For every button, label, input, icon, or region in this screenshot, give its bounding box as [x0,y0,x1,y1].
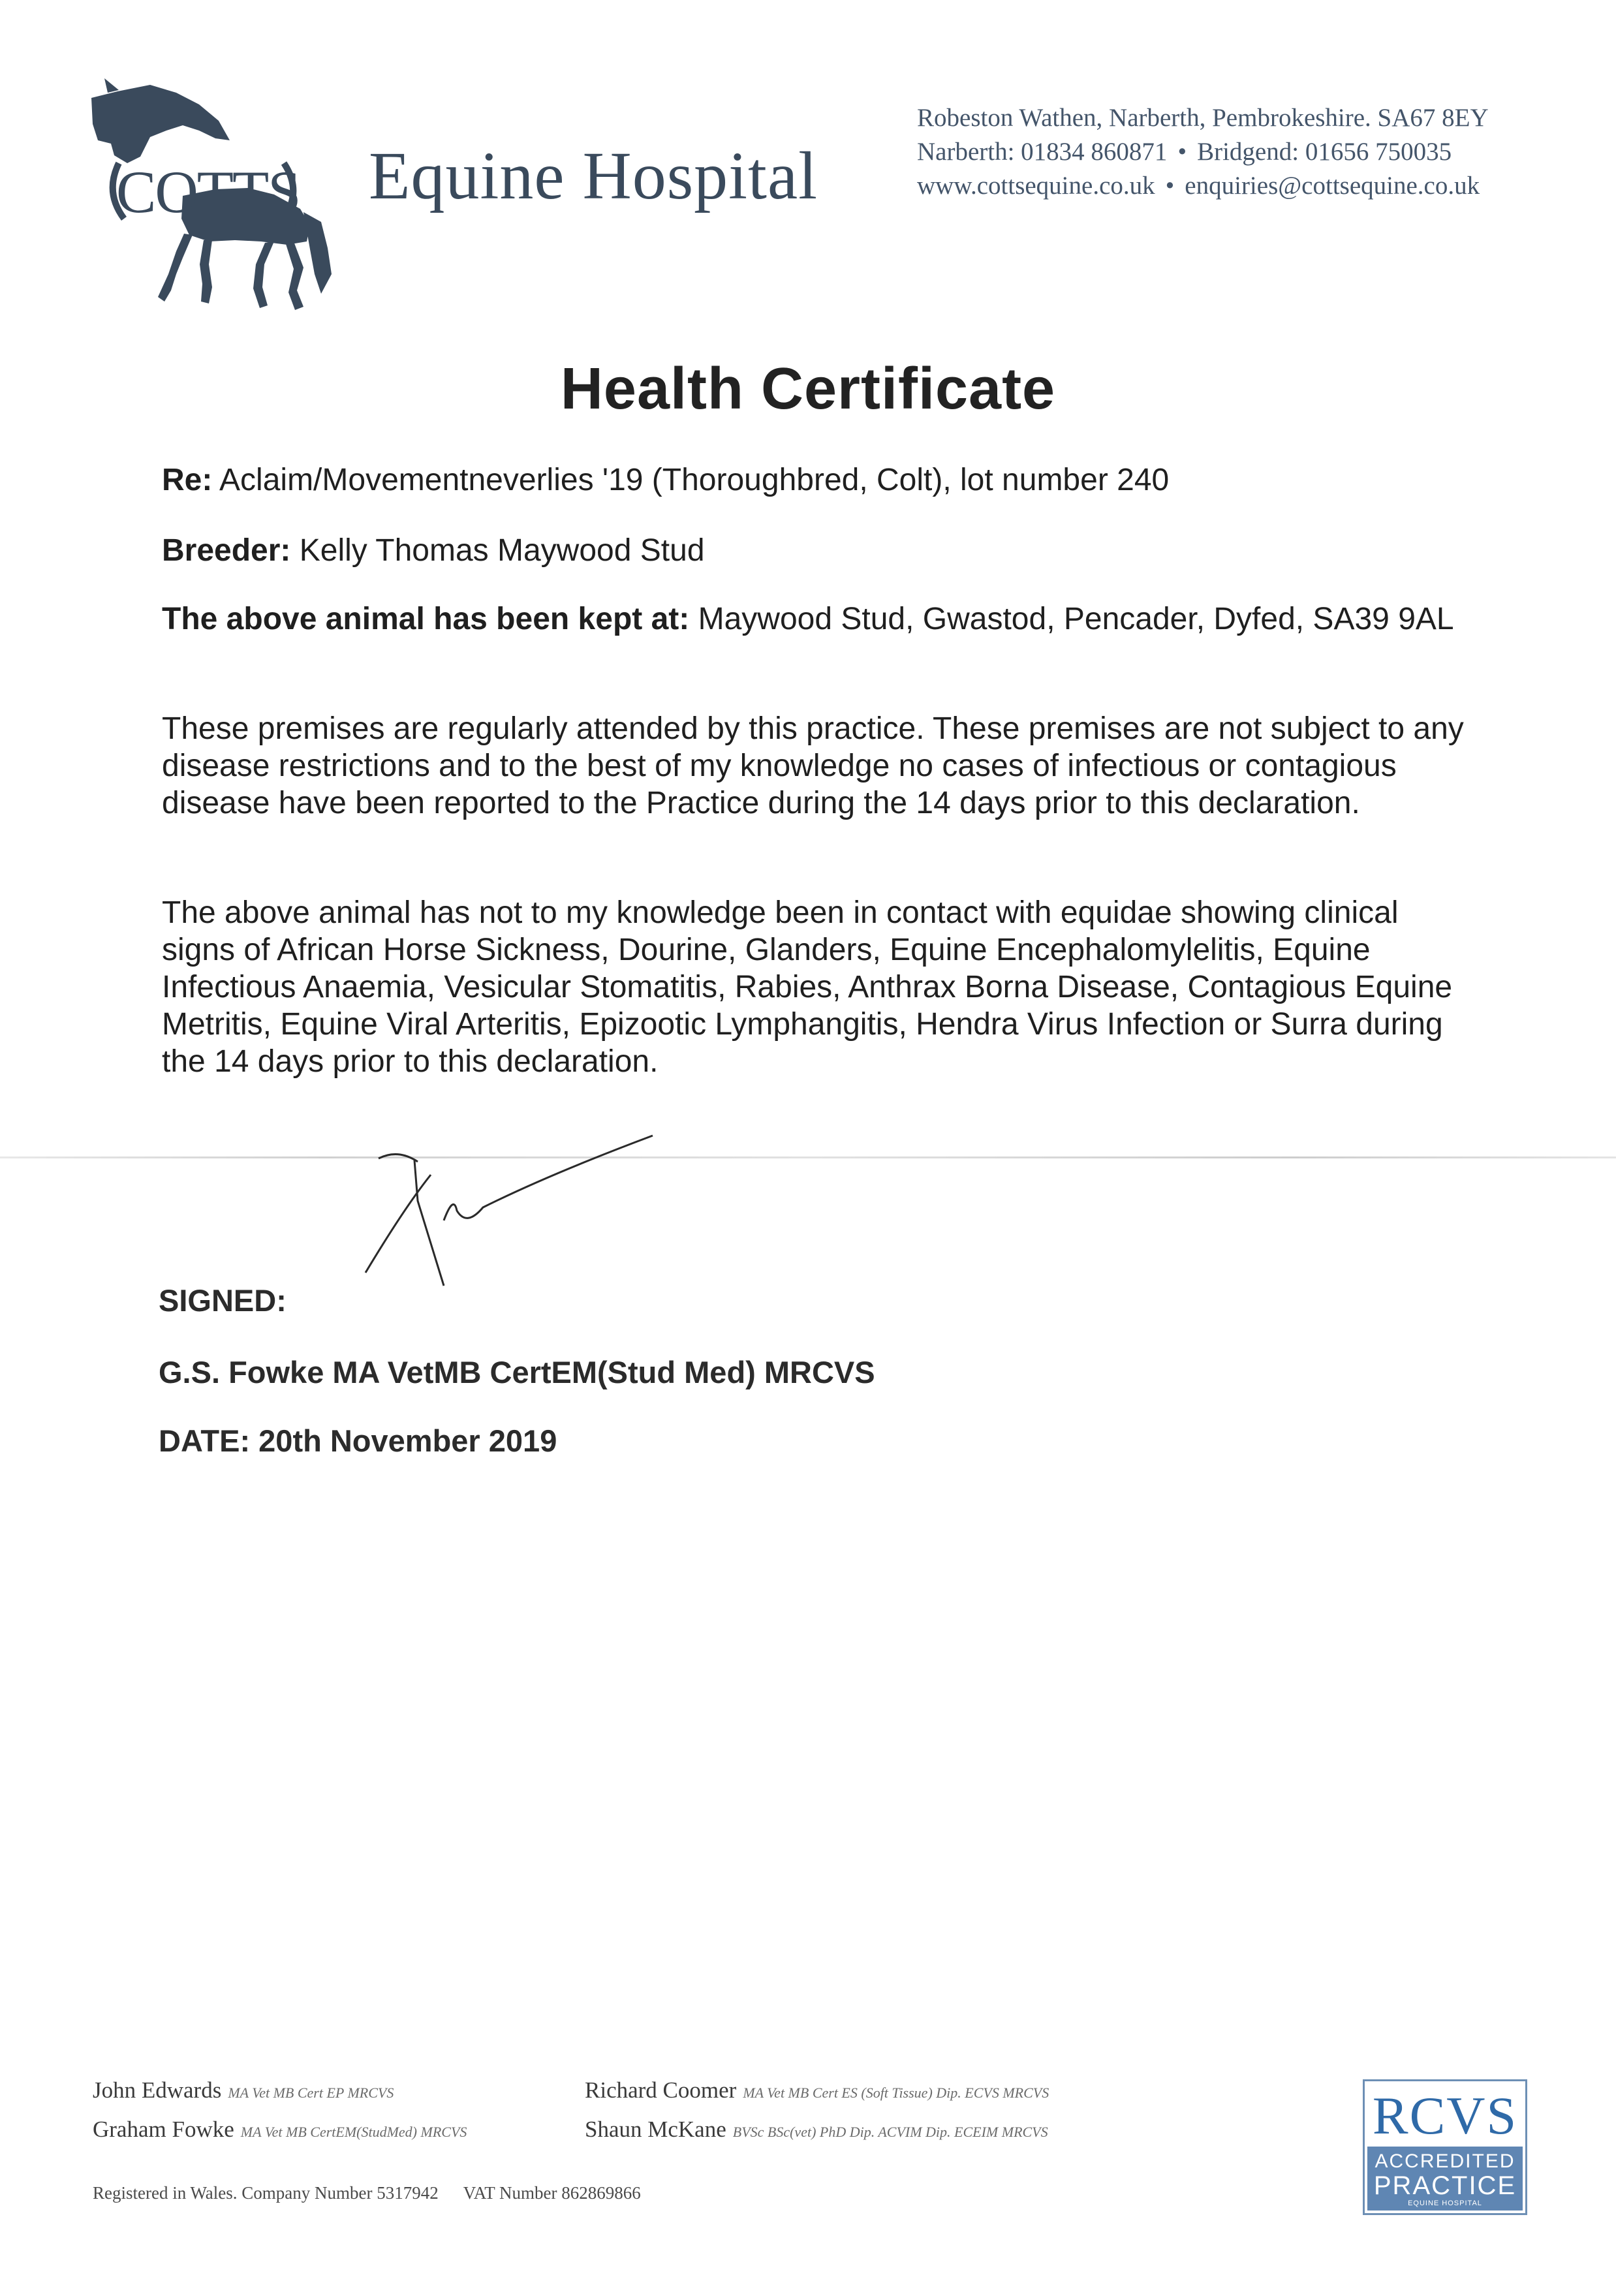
hospital-name: Equine Hospital [369,138,818,213]
kept-at-value: Maywood Stud, Gwastod, Pencader, Dyfed, SA39 9AL [698,602,1454,636]
disease-contact-paragraph: The above animal has not to my knowledge been in contact with equidae showing clinical signs of African Horse Sickness, Dourine, Glanders, Equine Encephalomylelitis, Equine Infectious Anaemia, Vesicular Stomatitis, Rabies, Anthrax Borna Disease, Contagious Equine Metritis, Equine Viral Arteritis, Epizootic Lymphangitis, Hendra Virus Infection or Surra during the 14 days prior to this declaration. [162,895,1453,1079]
rcvs-accredited-badge [1363,2079,1527,2215]
phone-narberth[interactable]: Narberth: 01834 860871 [917,138,1168,166]
company-number: Registered in Wales. Company Number 5317942 [93,2183,439,2203]
re-label: Re: [162,463,213,497]
vat-number: VAT Number 862869866 [463,2183,641,2203]
rcvs-sub-text: EQUINE HOSPITAL [1408,2199,1482,2207]
bullet-separator: • [1165,172,1175,200]
vet-entry [585,2111,1049,2150]
kept-at-line [162,600,1474,638]
address-line: Robeston Wathen, Narberth, Pembrokeshire. SA67 8EY [917,104,1489,132]
bullet-separator: • [1177,138,1187,166]
re-line [162,461,1474,499]
vet-quals: MA Vet MB Cert EP MRCVS [228,2085,394,2101]
vet-entry [585,2072,1049,2111]
breeder-value: Kelly Thomas Maywood Stud [299,533,705,568]
phone-line [917,135,1524,169]
date-line: DATE: 20th November 2019 [159,1423,557,1458]
horse-logo-icon [78,78,352,313]
web-line [917,169,1524,203]
handwritten-signature [352,1123,659,1312]
email-link[interactable]: enquiries@cottsequine.co.uk [1185,172,1480,200]
premises-paragraph: These premises are regularly attended by this practice. These premises are not subject to any disease restrictions and to the best of my knowledge no cases of infectious or contagious disease have been reported to the Practice during the 14 days prior to this declaration. [162,711,1464,820]
logo-text: COTTS [116,159,300,225]
cotts-logo [78,78,352,313]
contact-block [917,101,1524,203]
breeder-line [162,532,1474,569]
phone-bridgend[interactable]: Bridgend: 01656 750035 [1197,138,1452,166]
rcvs-accredited-text: ACCREDITED [1375,2150,1515,2172]
vets-list-right [585,2072,1049,2150]
vet-name: John Edwards [93,2077,222,2103]
signed-label: SIGNED: [159,1283,287,1318]
vet-entry [93,2111,467,2150]
vet-name: Graham Fowke [93,2117,234,2142]
vet-quals: MA Vet MB CertEM(StudMed) MRCVS [240,2124,467,2140]
vet-name: Richard Coomer [585,2077,737,2103]
signatory-name: G.S. Fowke MA VetMB CertEM(Stud Med) MRCVS [159,1355,875,1389]
vet-quals: MA Vet MB Cert ES (Soft Tissue) Dip. ECVS MRCVS [743,2085,1049,2101]
vet-name: Shaun McKane [585,2117,726,2142]
vets-list-left [93,2072,467,2150]
kept-at-label: The above animal has been kept at: [162,602,690,636]
registration-line [93,2183,641,2203]
website-link[interactable]: www.cottsequine.co.uk [917,172,1155,200]
re-value: Aclaim/Movementneverlies '19 (Thoroughbred, Colt), lot number 240 [219,463,1170,497]
fold-line [0,1156,1616,1158]
vet-entry [93,2072,467,2111]
rcvs-band [1367,2147,1523,2211]
vet-quals: BVSc BSc(vet) PhD Dip. ACVIM Dip. ECEIM MRCVS [732,2124,1048,2140]
rcvs-practice-text: PRACTICE [1373,2171,1517,2200]
breeder-label: Breeder: [162,533,291,568]
rcvs-letters: RCVS [1372,2086,1518,2145]
certificate-title: Health Certificate [560,356,1056,422]
